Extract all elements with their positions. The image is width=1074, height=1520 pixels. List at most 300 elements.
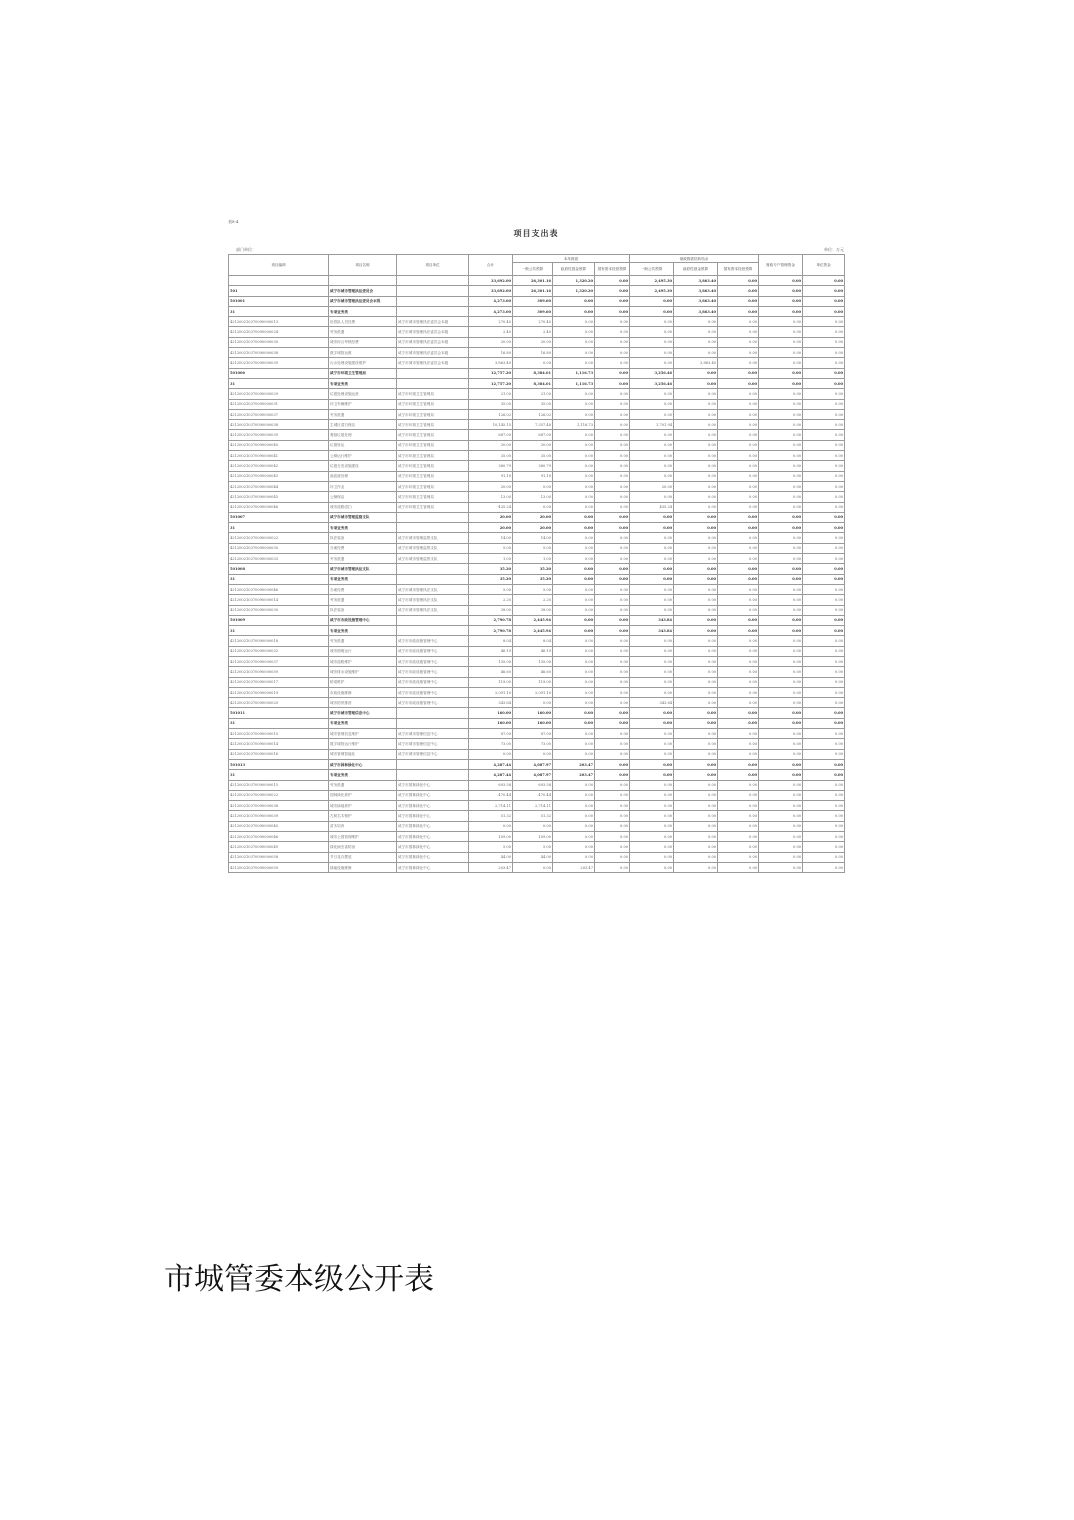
- table-row: [229, 430, 845, 440]
- table-cell: 0.00: [718, 358, 759, 368]
- table-cell: 咸宁市环境卫生管理局: [397, 461, 469, 471]
- table-cell: 渗滤液处理: [329, 471, 397, 481]
- table-cell: 0.00: [553, 399, 595, 409]
- table-cell: 0.00: [803, 801, 845, 811]
- footer-caption: 市城管委本级公开表: [164, 1262, 434, 1297]
- table-cell: 0.00: [759, 389, 803, 399]
- table-cell: 421200210370090000015: [229, 780, 329, 790]
- table-cell: 0.00: [630, 759, 674, 769]
- table-cell: 0.00: [630, 492, 674, 502]
- table-cell: 0.00: [595, 481, 630, 491]
- table-cell: 咸宁市园林绿化中心: [397, 801, 469, 811]
- table-cell: 0.00: [630, 389, 674, 399]
- table-row: [229, 492, 845, 502]
- table-cell: 0.00: [630, 584, 674, 594]
- table-cell: 0.00: [674, 656, 718, 666]
- table-cell: 0.00: [553, 698, 595, 708]
- table-cell: [397, 574, 469, 584]
- table-cell: 0.00: [595, 317, 630, 327]
- table-cell: 0.00: [674, 780, 718, 790]
- table-cell: 2.40: [513, 327, 553, 337]
- table-cell: 0.00: [674, 832, 718, 842]
- table-cell: 35.20: [469, 564, 513, 574]
- table-cell: 0.00: [595, 451, 630, 461]
- table-cell: 0.00: [718, 595, 759, 605]
- table-cell: 0.00: [759, 832, 803, 842]
- table-cell: 0.00: [630, 718, 674, 728]
- table-cell: 0.00: [674, 471, 718, 481]
- table-cell: 0.00: [759, 512, 803, 522]
- table-cell: 专项业务类: [329, 378, 397, 388]
- table-cell: 0.00: [595, 780, 630, 790]
- table-cell: 343.84: [630, 626, 674, 636]
- table-cell: 421200210370090000046: [229, 502, 329, 512]
- table-row: [229, 626, 845, 636]
- table-cell: 0.00: [718, 337, 759, 347]
- table-cell: [397, 286, 469, 296]
- table-cell: 0.00: [595, 533, 630, 543]
- table-cell: 0.00: [718, 708, 759, 718]
- table-cell: 0.00: [759, 636, 803, 646]
- table-cell: 44.00: [469, 852, 513, 862]
- table-cell: 0.00: [718, 502, 759, 512]
- table-cell: 51.32: [513, 811, 553, 821]
- table-cell: 421200210370090000039: [229, 811, 329, 821]
- table-cell: 0.00: [595, 862, 630, 872]
- table-cell: 51.32: [469, 811, 513, 821]
- table-cell: 0.00: [718, 739, 759, 749]
- table-cell: 0.00: [630, 667, 674, 677]
- table-cell: 0.00: [595, 595, 630, 605]
- table-cell: 城市管理智能化: [329, 749, 397, 759]
- table-cell: 0.00: [553, 358, 595, 368]
- table-cell: 35.00: [513, 451, 553, 461]
- table-cell: 0.00: [553, 811, 595, 821]
- table-cell: 公厕运行维护: [329, 451, 397, 461]
- table-row: [229, 276, 845, 286]
- table-row: [229, 461, 845, 471]
- table-cell: [397, 296, 469, 306]
- table-cell: 126.02: [513, 409, 553, 419]
- table-cell: 26,301.16: [513, 286, 553, 296]
- table-cell: 0.00: [553, 296, 595, 306]
- table-row: [229, 811, 845, 821]
- table-cell: 0.00: [674, 523, 718, 533]
- table-cell: 160.00: [513, 708, 553, 718]
- table-cell: 0.00: [674, 842, 718, 852]
- table-cell: 7,357.48: [513, 420, 553, 430]
- table-cell: 160.00: [469, 708, 513, 718]
- table-cell: [397, 378, 469, 388]
- table-cell: 0.00: [803, 832, 845, 842]
- table-cell: 0.00: [674, 451, 718, 461]
- table-cell: 0.00: [674, 461, 718, 471]
- table-cell: 公厕保洁: [329, 492, 397, 502]
- table-cell: 0.00: [674, 554, 718, 564]
- table-cell: 0.00: [674, 790, 718, 800]
- table-cell: 0.00: [718, 512, 759, 522]
- table-cell: 咸宁市市政设施管理中心: [397, 687, 469, 697]
- table-cell: 环卫作业: [329, 481, 397, 491]
- table-cell: 421200210370090000020: [229, 698, 329, 708]
- table-cell: 0.00: [553, 739, 595, 749]
- table-cell: 2.20: [513, 595, 553, 605]
- table-cell: 城市道路清扫: [329, 502, 397, 512]
- table-cell: 21.00: [513, 389, 553, 399]
- table-cell: 0.00: [630, 790, 674, 800]
- table-cell: 0.00: [803, 852, 845, 862]
- table-cell: 0.00: [595, 770, 630, 780]
- table-cell: 0.00: [674, 708, 718, 718]
- table-cell: 0.00: [630, 358, 674, 368]
- table-cell: 0.00: [630, 687, 674, 697]
- table-cell: 0.00: [718, 646, 759, 656]
- table-cell: 0.00: [718, 276, 759, 286]
- table-cell: 0.00: [759, 543, 803, 553]
- table-cell: 421200210370090000022: [229, 790, 329, 800]
- table-cell: 0.00: [718, 430, 759, 440]
- table-cell: 绿地设施维修: [329, 862, 397, 872]
- table-cell: -435.24: [469, 502, 513, 512]
- table-cell: [397, 564, 469, 574]
- table-cell: 0.00: [718, 729, 759, 739]
- table-cell: 0.00: [718, 718, 759, 728]
- table-row: [229, 698, 845, 708]
- table-cell: 0.00: [674, 420, 718, 430]
- table-cell: 0.00: [674, 770, 718, 780]
- table-cell: 421200210370090000033: [229, 554, 329, 564]
- table-row: [229, 317, 845, 327]
- table-cell: 咸宁市市政设施管理中心: [397, 646, 469, 656]
- table-cell: 109.00: [513, 832, 553, 842]
- table-cell: 0.00: [595, 543, 630, 553]
- table-cell: 0.00: [718, 667, 759, 677]
- table-cell: 0.00: [553, 626, 595, 636]
- table-cell: 31: [229, 574, 329, 584]
- table-row: [229, 780, 845, 790]
- table-cell: 421200210370090000042: [229, 461, 329, 471]
- table-cell: 0.00: [553, 502, 595, 512]
- table-row: [229, 656, 845, 666]
- table-cell: 0.00: [803, 389, 845, 399]
- table-cell: 咸宁市市政设施管理中心: [397, 636, 469, 646]
- table-cell: 501007: [229, 512, 329, 522]
- table-cell: 0.00: [718, 780, 759, 790]
- table-cell: 0.00: [630, 327, 674, 337]
- table-cell: 0.00: [595, 327, 630, 337]
- table-cell: 0.00: [759, 862, 803, 872]
- table-cell: 270.40: [513, 317, 553, 327]
- table-cell: 343.84: [630, 698, 674, 708]
- table-row: [229, 440, 845, 450]
- table-cell: 0.00: [674, 502, 718, 512]
- table-cell: 160.00: [469, 718, 513, 728]
- table-cell: 0.00: [759, 554, 803, 564]
- table-cell: 2,091.10: [469, 687, 513, 697]
- table-cell: 0.00: [674, 749, 718, 759]
- table-cell: 0.00: [803, 595, 845, 605]
- table-cell: 0.00: [553, 543, 595, 553]
- table-cell: 0.00: [674, 852, 718, 862]
- table-row: [229, 801, 845, 811]
- table-cell: 2,495.30: [630, 286, 674, 296]
- table-cell: 0.00: [759, 523, 803, 533]
- table-cell: 0.00: [553, 533, 595, 543]
- table-cell: 咸宁市园林绿化中心: [397, 811, 469, 821]
- table-cell: 劳务派遣: [329, 636, 397, 646]
- table-cell: 0.00: [803, 306, 845, 316]
- table-cell: 501: [229, 286, 329, 296]
- table-cell: 0.00: [803, 430, 845, 440]
- table-row: [229, 749, 845, 759]
- table-cell: 劳务派遣: [329, 595, 397, 605]
- table-cell: [397, 615, 469, 625]
- table-cell: 2,495.30: [630, 276, 674, 286]
- table-cell: 0.00: [630, 317, 674, 327]
- table-cell: 0.00: [674, 626, 718, 636]
- table-cell: 2,714.11: [469, 801, 513, 811]
- table-cell: 0.00: [803, 842, 845, 852]
- table-cell: 0.00: [718, 636, 759, 646]
- table-cell: 城市管理信息维护: [329, 729, 397, 739]
- table-cell: 执法装备: [329, 605, 397, 615]
- table-cell: 33,692.00: [469, 276, 513, 286]
- table-cell: 0.00: [718, 832, 759, 842]
- table-cell: 0.00: [553, 512, 595, 522]
- table-row: [229, 862, 845, 872]
- table-cell: 0.00: [553, 554, 595, 564]
- table-cell: 0.00: [553, 409, 595, 419]
- table-cell: 咸宁市园林绿化中心: [397, 790, 469, 800]
- table-cell: 87.00: [469, 729, 513, 739]
- column-header: 国有资本经营预算: [718, 263, 759, 276]
- table-cell: 0.00: [595, 677, 630, 687]
- table-cell: 421200210370090000046: [229, 832, 329, 842]
- table-cell: 31: [229, 523, 329, 533]
- table-cell: 0.00: [630, 780, 674, 790]
- table-cell: 0.00: [630, 533, 674, 543]
- table-cell: 咸宁市环境卫生管理局: [397, 502, 469, 512]
- table-cell: 咸宁市城市管理执法委员会: [329, 286, 397, 296]
- table-cell: 0.00: [759, 770, 803, 780]
- table-cell: 咸宁市环境卫生管理局: [397, 451, 469, 461]
- table-row: [229, 399, 845, 409]
- table-cell: 0.00: [595, 667, 630, 677]
- table-cell: [397, 276, 469, 286]
- table-cell: 0.00: [718, 790, 759, 800]
- table-cell: 0.00: [803, 656, 845, 666]
- table-cell: 专项业务类: [329, 306, 397, 316]
- table-cell: 0.00: [803, 523, 845, 533]
- table-cell: 0.00: [674, 811, 718, 821]
- table-cell: 0.00: [803, 533, 845, 543]
- table-cell: 35.00: [469, 451, 513, 461]
- table-cell: 0.00: [469, 749, 513, 759]
- table-cell: 135.00: [513, 656, 553, 666]
- table-cell: 0.00: [759, 440, 803, 450]
- table-cell: 421200210370090000016: [229, 749, 329, 759]
- table-cell: 20.00: [469, 523, 513, 533]
- table-cell: 0.00: [759, 811, 803, 821]
- table-cell: 0.00: [759, 502, 803, 512]
- table-row: [229, 687, 845, 697]
- table-cell: 4,273.00: [469, 306, 513, 316]
- table-cell: 0.00: [803, 451, 845, 461]
- table-cell: 421200210370090000058: [229, 852, 329, 862]
- table-cell: 0.00: [595, 698, 630, 708]
- table-cell: 咸宁市环境卫生管理局: [397, 399, 469, 409]
- table-cell: 20.00: [469, 481, 513, 491]
- table-cell: 0.00: [630, 348, 674, 358]
- table-cell: 0.00: [674, 512, 718, 522]
- table-cell: 3,256.46: [630, 378, 674, 388]
- table-cell: 绿化病虫害防治: [329, 842, 397, 852]
- table-cell: 0.00: [595, 574, 630, 584]
- table-cell: 2,445.94: [513, 626, 553, 636]
- table-cell: 73.00: [513, 739, 553, 749]
- column-header: 项目名称: [329, 255, 397, 276]
- table-cell: 0.00: [759, 451, 803, 461]
- table-cell: 421200210370090000010: [229, 729, 329, 739]
- table-cell: 421200210370090000038: [229, 348, 329, 358]
- document-title: 项目支出表: [513, 228, 559, 238]
- table-row: [229, 481, 845, 491]
- column-header: 单位资金: [803, 255, 845, 276]
- table-cell: 0.00: [630, 523, 674, 533]
- table-cell: 咸宁市环境卫生管理局: [397, 420, 469, 430]
- table-cell: 3,863.40: [469, 358, 513, 368]
- table-cell: 0.00: [803, 687, 845, 697]
- table-row: [229, 471, 845, 481]
- table-cell: 城市公园管理维护: [329, 832, 397, 842]
- table-cell: 0.00: [553, 337, 595, 347]
- table-cell: 0.00: [595, 636, 630, 646]
- column-header: 财政专户管理资金: [759, 255, 803, 276]
- table-cell: 4,273.00: [469, 296, 513, 306]
- table-cell: 0.00: [553, 708, 595, 718]
- table-cell: 咸宁市城市管理执法支队: [397, 605, 469, 615]
- table-cell: 435.24: [630, 502, 674, 512]
- table-cell: 0.00: [674, 492, 718, 502]
- table-cell: [329, 276, 397, 286]
- table-cell: 0.00: [718, 389, 759, 399]
- table-cell: 0.00: [718, 399, 759, 409]
- table-cell: 0.00: [553, 749, 595, 759]
- table-cell: 28.00: [513, 605, 553, 615]
- table-cell: 0.00: [553, 780, 595, 790]
- table-cell: 咸宁市城市管理执法支队: [397, 595, 469, 605]
- table-cell: 0.00: [803, 780, 845, 790]
- table-cell: 20.00: [469, 512, 513, 522]
- table-cell: 咸宁市环境卫生管理局: [397, 481, 469, 491]
- table-cell: 0.00: [595, 512, 630, 522]
- table-row: [229, 286, 845, 296]
- table-cell: 421200210370090000046: [229, 584, 329, 594]
- table-cell: 0.00: [595, 492, 630, 502]
- table-cell: 专项业务类: [329, 770, 397, 780]
- table-cell: 2,790.78: [469, 626, 513, 636]
- table-cell: [397, 626, 469, 636]
- table-row: [229, 821, 845, 831]
- table-row: [229, 718, 845, 728]
- table-cell: 0.00: [803, 770, 845, 780]
- table-cell: 0.00: [595, 687, 630, 697]
- table-cell: 421200210370090000030: [229, 605, 329, 615]
- table-row: [229, 770, 845, 780]
- table-cell: 咸宁市城市管理监察支队: [397, 543, 469, 553]
- table-cell: 0.00: [759, 276, 803, 286]
- table-cell: 421200210370090000019: [229, 687, 329, 697]
- table-cell: 0.00: [759, 780, 803, 790]
- table-cell: 0.00: [630, 729, 674, 739]
- table-cell: 咸宁市城市管理执法委员会本级: [397, 327, 469, 337]
- table-cell: 421200210370090000030: [229, 337, 329, 347]
- table-cell: 0.00: [674, 317, 718, 327]
- table-cell: 0.00: [674, 327, 718, 337]
- table-cell: 4,287.44: [469, 759, 513, 769]
- table-cell: 0.00: [674, 687, 718, 697]
- table-cell: 0.00: [595, 409, 630, 419]
- table-cell: 0.00: [803, 574, 845, 584]
- table-cell: 2,445.94: [513, 615, 553, 625]
- table-cell: 0.00: [718, 306, 759, 316]
- header-group-current-year: 本年拨款: [513, 255, 630, 263]
- table-cell: 0.00: [803, 368, 845, 378]
- table-cell: 0.00: [595, 718, 630, 728]
- table-cell: 0.00: [759, 368, 803, 378]
- table-cell: 0.00: [595, 296, 630, 306]
- table-cell: [397, 718, 469, 728]
- table-cell: 0.00: [630, 677, 674, 687]
- table-cell: 0.00: [630, 461, 674, 471]
- table-cell: 5.00: [513, 584, 553, 594]
- table-cell: 3,863.40: [674, 306, 718, 316]
- table-cell: 501008: [229, 564, 329, 574]
- table-cell: 31: [229, 306, 329, 316]
- table-cell: 2.40: [469, 327, 513, 337]
- table-cell: 城市道路维护: [329, 656, 397, 666]
- table-cell: 0.00: [718, 862, 759, 872]
- table-cell: 0.00: [513, 749, 553, 759]
- department-label: 部门单位：: [236, 247, 256, 252]
- table-cell: 0.00: [674, 729, 718, 739]
- table-cell: 咸宁市城市管理执法委员会本级: [397, 337, 469, 347]
- table-cell: 0.00: [759, 481, 803, 491]
- table-cell: 35.20: [513, 564, 553, 574]
- table-cell: 咸宁市园林绿化中心: [397, 852, 469, 862]
- table-cell: 0.00: [759, 317, 803, 327]
- table-cell: 20.00: [513, 337, 553, 347]
- table-cell: 470.44: [469, 790, 513, 800]
- table-cell: 0.00: [630, 440, 674, 450]
- table-cell: 421200210370090000030: [229, 543, 329, 553]
- table-cell: [397, 306, 469, 316]
- table-cell: 421200210370090000013: [229, 317, 329, 327]
- table-cell: 0.00: [630, 821, 674, 831]
- table-cell: 421200210370090000059: [229, 667, 329, 677]
- table-cell: 421200210370090000031: [229, 399, 329, 409]
- table-cell: 0.00: [674, 564, 718, 574]
- table-cell: 0.00: [630, 852, 674, 862]
- table-cell: 14.00: [513, 533, 553, 543]
- table-cell: 5.00: [513, 842, 553, 852]
- table-row: [229, 584, 845, 594]
- table-cell: 0.00: [553, 306, 595, 316]
- table-cell: 0.00: [674, 759, 718, 769]
- table-cell: 咸宁市园林绿化中心: [397, 832, 469, 842]
- table-row: [229, 729, 845, 739]
- table-row: [229, 677, 845, 687]
